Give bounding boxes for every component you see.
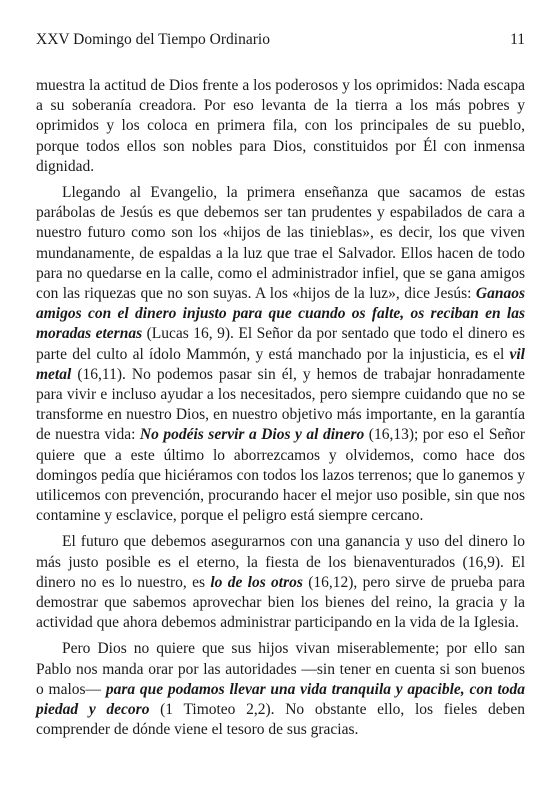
body-text	[36, 76, 525, 741]
paragraph-4	[36, 639, 525, 740]
paragraph-2-quote-vil-metal: vil metal	[36, 345, 525, 383]
paragraph-3-text-2: (16,12), pero sirve de prueba para demostrar que sabemos aprovechar bien los bienes del reino, la gracia y la actividad que ahora debemos administrar participando en la vida de la Iglesia.	[36, 573, 525, 632]
paragraph-4-text-2: (1 Timoteo 2,2). No obstante ello, los fieles deben comprender de dónde viene el tesoro de sus gracias.	[36, 701, 525, 739]
paragraph-2-text-2: (Lucas 16, 9). El Señor da por sentado que todo el dinero es parte del culto al ídolo Mammón, y está manchado por la injusticia, es el	[36, 325, 525, 363]
paragraph-3-text-1: El futuro que debemos asegurarnos con una ganancia y uso del dinero lo más justo posible es el eterno, la fiesta de los bienaventurados (16,9). El dinero no es lo nuestro, es	[36, 533, 525, 591]
paragraph-1	[36, 76, 525, 177]
page-number: 11	[510, 31, 525, 48]
running-head	[36, 30, 525, 50]
paragraph-2	[36, 183, 525, 526]
paragraph-3	[36, 532, 525, 633]
paragraph-2-text-4: (16,13); por eso el Señor quiere que a este último lo aborrezcamos y olvidemos, como hace dos domingos pedía que hiciéramos con todos los lazos terrenos; que lo ganemos y utilicemos con prevención, procurando hacer el mejor uso posible, sin que nos contamine y esclavice, porque el peligro está siempre cercano.	[36, 426, 526, 525]
paragraph-2-text-3: (16,11). No podemos pasar sin él, y hemos de trabajar honradamente para vivir e incluso ayudar a los necesitados, pero siempre cuidando que no se transforme en nuestro Dios, en nuestro objetivo más importante, en la garantía de nuestra vida:	[36, 365, 525, 444]
paragraph-2-text-1: Llegando al Evangelio, la primera enseñanza que sacamos de estas parábolas de Jesús es que debemos ser tan prudentes y espabilados de cara a nuestro futuro como son los «hijos de las tinieblas», es decir, los que viven mundanamente, de espaldas a la luz que trae el Salvador. Ellos hacen de todo para no quedarse en la calle, como el administrador infiel, que se gana amigos con las riquezas que no son suyas. A los «hijos de la luz», dice Jesús:	[36, 184, 525, 303]
paragraph-3-quote-lo-de-los-otros: lo de los otros	[210, 573, 303, 591]
paragraph-4-text-1: Pero Dios no quiere que sus hijos vivan miserablemente; por ello san Pablo nos manda orar por las autoridades —sin tener en cuenta si son buenos o malos—	[36, 640, 525, 698]
paragraph-2-quote-no-podeis-servir: No podéis servir a Dios y al dinero	[139, 426, 365, 444]
paragraph-4-quote-timoteo: para que podamos llevar una vida tranquila y apacible, con toda piedad y decoro	[36, 680, 526, 719]
paragraph-2-quote-luke-16-9: Ganaos amigos con el dinero injusto para que cuando os falte, os reciban en las moradas eternas	[36, 285, 525, 343]
running-head-title: XXV Domingo del Tiempo Ordinario	[36, 31, 270, 48]
paragraph-1-text-1: muestra la actitud de Dios frente a los poderosos y los oprimidos: Nada escapa a su soberanía creadora. Por eso levanta de la tierra a los más pobres y oprimidos y los coloca en primera fila, con los principales de su pueblo, porque todos ellos son nobles para Dios, constituidos por Él con inmensa dignidad.	[36, 77, 525, 175]
document-page	[36, 30, 525, 747]
